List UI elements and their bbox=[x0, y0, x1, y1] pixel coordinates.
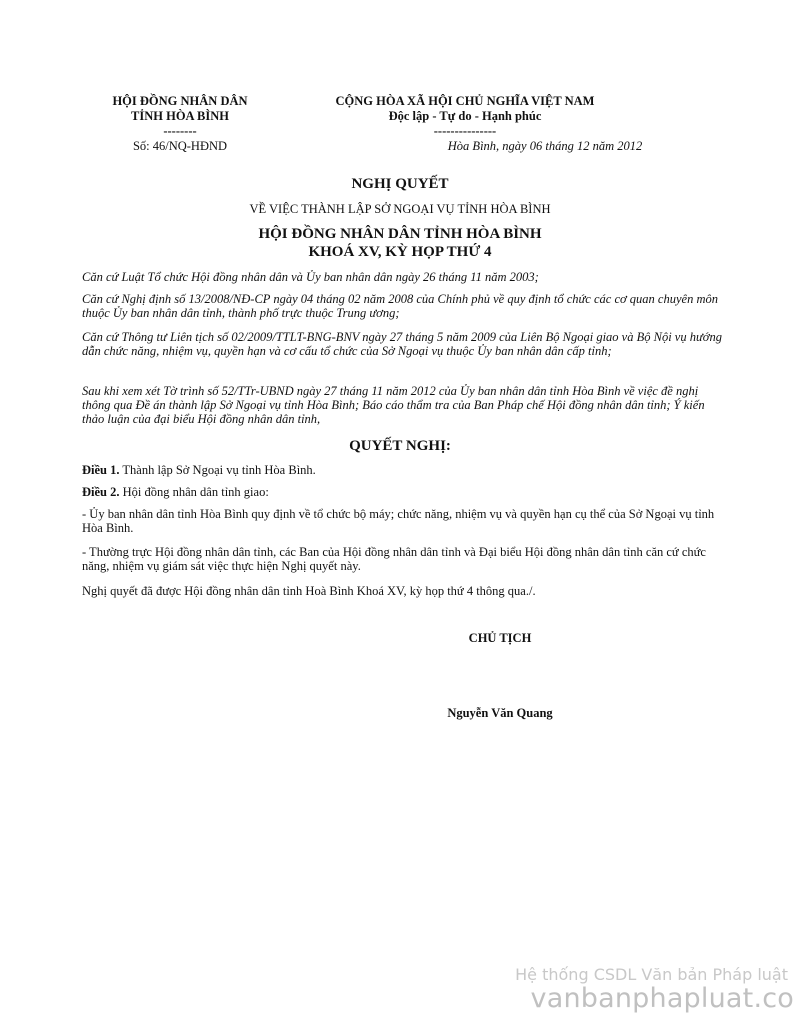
watermark-site: vanbanphapluat.co bbox=[530, 983, 794, 1014]
document-title: NGHỊ QUYẾT bbox=[351, 176, 449, 192]
article-1-label: Điều 1. bbox=[82, 463, 120, 477]
issue-date: Hòa Bình, ngày 06 tháng 12 năm 2012 bbox=[447, 139, 643, 153]
resolution-heading: QUYẾT NGHỊ: bbox=[349, 438, 451, 454]
document-subtitle: VỀ VIỆC THÀNH LẬP SỞ NGOẠI VỤ TỈNH HÒA BÌNH bbox=[249, 202, 551, 216]
issuer-name: HỘI ĐỒNG NHÂN DÂN bbox=[112, 94, 248, 108]
signer-name: Nguyễn Văn Quang bbox=[447, 706, 553, 720]
preamble-1: Căn cứ Luật Tổ chức Hội đồng nhân dân và Ủy ban nhân dân ngày 26 tháng 11 năm 2003; bbox=[82, 270, 539, 284]
article-1 bbox=[82, 463, 722, 477]
council-name: HỘI ĐỒNG NHÂN DÂN TỈNH HÒA BÌNH bbox=[258, 226, 542, 242]
council-session: KHOÁ XV, KỲ HỌP THỨ 4 bbox=[308, 244, 492, 260]
preamble-2: Căn cứ Nghị định số 13/2008/NĐ-CP ngày 04 tháng 02 năm 2008 của Chính phủ về quy định tổ chức các cơ quan chuyên môn thuộc Ủy ban nhân dân tỉnh, thành phố trực thuộc Trung ương; bbox=[82, 292, 718, 320]
national-title: CỘNG HÒA XÃ HỘI CHỦ NGHĨA VIỆT NAM bbox=[335, 94, 595, 108]
article-1-text: Thành lập Sở Ngoại vụ tỉnh Hòa Bình. bbox=[119, 463, 316, 477]
closing-statement: Nghị quyết đã được Hội đồng nhân dân tỉnh Hoà Bình Khoá XV, kỳ họp thứ 4 thông qua./. bbox=[82, 584, 536, 598]
preamble-4: Sau khi xem xét Tờ trình số 52/TTr-UBND ngày 27 tháng 11 năm 2012 của Ủy ban nhân dân tỉnh Hòa Bình về việc đề nghị thông qua Đề án thành lập Sở Ngoại vụ tỉnh Hòa Bình; Báo cáo thẩm tra của Ban Pháp chế Hội đồng nhân dân tỉnh; Ý kiến thảo luận của đại biểu Hội đồng nhân dân tỉnh, bbox=[82, 384, 705, 426]
header-left bbox=[90, 94, 270, 139]
national-motto: Độc lập - Tự do - Hạnh phúc bbox=[388, 109, 542, 123]
council-heading bbox=[0, 225, 800, 261]
preamble-3: Căn cứ Thông tư Liên tịch số 02/2009/TTLT-BNG-BNV ngày 27 tháng 5 năm 2009 của Liên Bộ Ngoại giao và Bộ Nội vụ hướng dẫn chức năng, nhiệm vụ, quyền hạn và cơ cấu tổ chức của Sở Ngoại vụ thuộc Ủy ban nhân dân cấp tỉnh; bbox=[82, 330, 722, 358]
article-2 bbox=[82, 485, 722, 499]
watermark-caption: Hệ thống CSDL Văn bản Pháp luật bbox=[515, 965, 788, 984]
doc-number: Số: 46/NQ-HĐND bbox=[132, 139, 228, 153]
article-2-text: Hội đồng nhân dân tỉnh giao: bbox=[119, 485, 269, 499]
article-2-item-2: - Thường trực Hội đồng nhân dân tỉnh, các Ban của Hội đồng nhân dân tỉnh và Đại biểu Hội đồng nhân dân tỉnh căn cứ chức năng, nhiệm vụ giám sát việc thực hiện Nghị quyết này. bbox=[82, 545, 706, 573]
article-2-item-1: - Ủy ban nhân dân tỉnh Hòa Bình quy định về tổ chức bộ máy; chức năng, nhiệm vụ và quyền hạn cụ thể của Sở Ngoại vụ tỉnh Hòa Bình. bbox=[82, 507, 715, 535]
issuer-divider: -------- bbox=[163, 124, 197, 138]
national-divider: --------------- bbox=[433, 124, 497, 138]
issuer-province: TỈNH HÒA BÌNH bbox=[131, 109, 229, 123]
signer-title: CHỦ TỊCH bbox=[468, 631, 532, 645]
article-2-label: Điều 2. bbox=[82, 485, 120, 499]
header-right bbox=[300, 94, 630, 139]
